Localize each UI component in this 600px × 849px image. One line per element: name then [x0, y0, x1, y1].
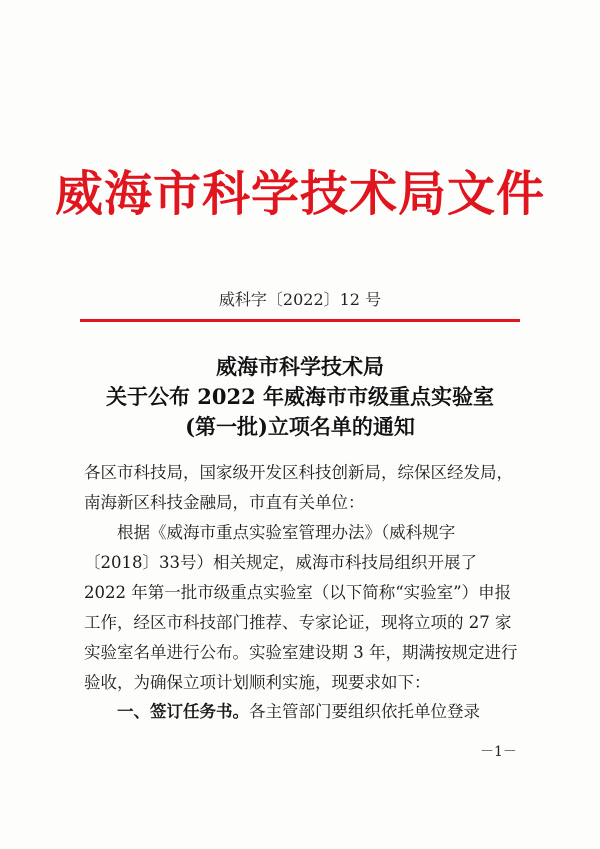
notice-title-line-3: (第一批)立项名单的通知 — [185, 414, 415, 439]
page-number: －1－ — [480, 744, 517, 760]
body-paragraph-1: 根据《威海市重点实验室管理办法》（威科规字〔2018〕33号）相关规定，威海市科技局组织开展了 2022 年第一批市级重点实验室（以下简称“实验室”）申报工作，经区市科技部门推荐、专家论证，现将立项的 27 家实验室名单进行公布。实验室建设期 3 年，期满按规定进行验收，为确保立项计划顺利实施，现要求如下： — [84, 523, 518, 692]
notice-title — [0, 352, 600, 442]
document-header-title: 威海市科学技术局文件 — [54, 166, 545, 222]
section-1-paragraph — [84, 697, 520, 727]
notice-title-line-1: 威海市科学技术局 — [216, 354, 384, 379]
red-divider-line — [80, 319, 520, 322]
document-number: 威科字〔2022〕12 号 — [218, 290, 382, 309]
addressee-paragraph: 各区市科技局，国家级开发区科技创新局，综保区经发局，南海新区科技金融局，市直有关单位： — [84, 463, 513, 512]
section-1-text: 各主管部门要组织依托单位登录 — [249, 702, 480, 721]
section-1-heading: 一、签订任务书。 — [117, 702, 249, 721]
notice-title-line-2: 关于公布 2022 年威海市市级重点实验室 — [105, 384, 495, 409]
